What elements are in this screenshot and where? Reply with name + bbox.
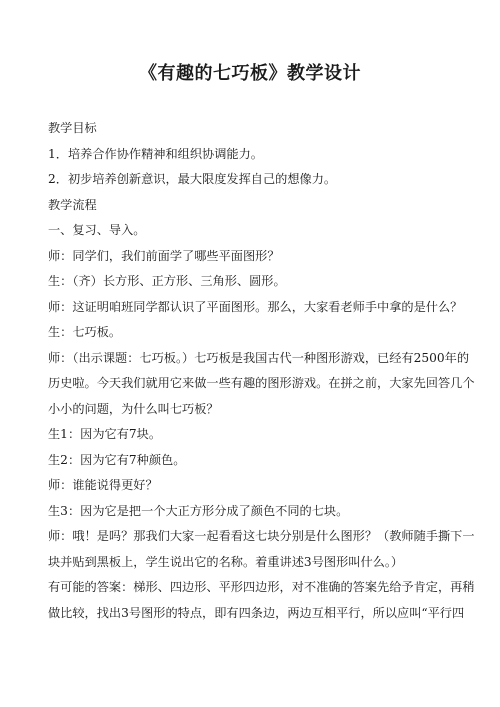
dialogue-line: 块并贴到黑板上，学生说出它的名称。着重讲述3号图形叫什么。） xyxy=(48,554,404,569)
section-heading-goals: 教学目标 xyxy=(48,121,97,135)
dialogue-line: 生：七巧板。 xyxy=(48,325,122,339)
dialogue-line: 师：同学们，我们前面学了哪些平面图形？ xyxy=(48,248,280,263)
dialogue-line: 生3：因为它是把一个大正方形分成了颜色不同的七块。 xyxy=(48,503,349,518)
section-heading-process: 教学流程 xyxy=(48,197,97,212)
dialogue-line: 生2：因为它有7种颜色。 xyxy=(48,452,186,467)
dialogue-line: 师：（出示课题：七巧板。）七巧板是我国古代一种图形游戏，已经有2500年的 xyxy=(48,350,470,365)
answer-line: 做比较，找出3号图形的特点，即有四条边，两边互相平行，所以应叫“平行四 xyxy=(48,605,465,620)
dialogue-line: 师：哦！是吗？那我们大家一起看看这七块分别是什么图形？（教师随手撕下一 xyxy=(48,529,475,543)
dialogue-line: 师：谁能说得更好？ xyxy=(48,478,158,492)
goal-item-1: 1．培养合作协作精神和组织协调能力。 xyxy=(48,146,263,161)
goal-item-2: 2．初步培养创新意识，最大限度发挥自己的想像力。 xyxy=(48,172,337,186)
step-heading-review: 一、复习、导入。 xyxy=(48,223,146,237)
dialogue-line: 历史啦。今天我们就用它来做一些有趣的图形游戏。在拼之前，大家先回答几个 xyxy=(48,376,475,390)
dialogue-line: 生：（齐）长方形、正方形、三角形、圆形。 xyxy=(48,274,286,288)
answer-line: 有可能的答案：梯形、四边形、平形四边形，对不准确的答案先给予肯定，再稍 xyxy=(48,580,475,594)
dialogue-line: 师：这证明咱班同学都认识了平面图形。那么，大家看老师手中拿的是什么？ xyxy=(48,299,463,314)
dialogue-line: 生1：因为它有7块。 xyxy=(48,427,162,441)
document-body xyxy=(48,116,475,626)
document-title: 《有趣的七巧板》教学设计 xyxy=(139,63,361,84)
dialogue-line: 小小的问题，为什么叫七巧板？ xyxy=(48,401,219,416)
